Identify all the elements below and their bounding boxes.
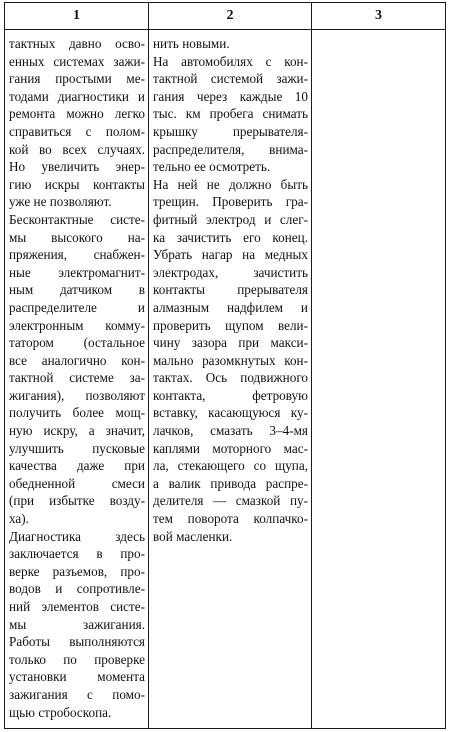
- text-line: ла, стекающего со щупа,: [153, 458, 308, 474]
- column-header-1: 1: [73, 8, 80, 23]
- text-line: татором (остальное: [9, 335, 145, 351]
- text-line: гания простыми ме-: [9, 71, 145, 87]
- text-line: Диагностика здесь: [9, 528, 145, 544]
- text-line: электродах, зачистить: [153, 264, 308, 280]
- text-line: обедненной смеси: [9, 475, 145, 491]
- text-line: Но увеличить энер-: [9, 159, 145, 175]
- text-line: жигания), позволяют: [9, 387, 145, 403]
- text-line: вой масленки.: [153, 528, 233, 544]
- text-line: ка зачистить его конец.: [153, 229, 308, 245]
- text-line: мы высокого на-: [9, 229, 145, 245]
- text-line: зажигания с помо-: [9, 686, 145, 702]
- text-line: кой во всех случаях.: [9, 141, 145, 157]
- text-line: получить более мощ-: [9, 405, 145, 421]
- text-line: распределителя, внима-: [153, 141, 308, 157]
- text-line: ную искру, а значит,: [9, 423, 145, 439]
- text-line: тем поворота колпачко-: [153, 511, 308, 527]
- text-line: а валик привода распре-: [153, 475, 308, 491]
- three-column-table: [4, 2, 446, 729]
- text-line: чину зазора при макси-: [153, 335, 308, 351]
- column-header-2: 2: [226, 8, 234, 23]
- text-line: На автомобилях с кон-: [153, 53, 308, 69]
- text-line: установки момента: [9, 669, 145, 685]
- text-line: мы зажигания.: [9, 616, 145, 632]
- text-line: тактах. Ось подвижного: [153, 370, 308, 386]
- column-divider-2: [311, 3, 312, 728]
- text-line: Бесконтактные систе-: [9, 211, 145, 227]
- text-line: Убрать нагар на медных: [153, 247, 308, 263]
- text-line: тактных давно осво-: [9, 36, 145, 51]
- text-line: проверить щупом вели-: [153, 317, 308, 333]
- text-line: электронным комму-: [9, 317, 145, 333]
- text-line: гания через каждые 10: [153, 88, 308, 104]
- text-line: тактной системе за-: [9, 370, 145, 386]
- text-line: уже не позволяют.: [9, 194, 112, 210]
- text-line: трещин. Проверить гра-: [153, 194, 308, 210]
- text-line: каплями моторного мас-: [153, 440, 308, 456]
- text-line: делителя — смазкой пу-: [153, 493, 308, 509]
- text-line: нить новыми.: [153, 36, 230, 51]
- text-line: тельно ее осмотреть.: [153, 159, 271, 175]
- text-line: тактной системой зажи-: [153, 71, 308, 87]
- text-line: ха).: [9, 511, 29, 527]
- text-line: ний элементов систе-: [9, 599, 145, 614]
- text-line: енных системах зажи-: [9, 53, 145, 69]
- text-line: улучшить пусковые: [9, 440, 145, 456]
- text-line: распределителе и: [9, 299, 145, 315]
- text-line: щью стробоскопа.: [9, 704, 112, 720]
- text-line: справиться с полом-: [9, 123, 145, 139]
- text-line: На ней не должно быть: [153, 176, 308, 192]
- column-header-3: 3: [375, 8, 382, 23]
- text-line: тодами диагностики и: [9, 88, 145, 104]
- header-row-divider: [5, 29, 445, 30]
- column-divider-1: [148, 3, 149, 728]
- text-line: ные электромагнит-: [9, 264, 145, 280]
- text-line: лачков, смазать 3–4-мя: [153, 423, 308, 439]
- text-line: пряжения, снабжен-: [9, 247, 145, 263]
- text-line: мально разомкнутых кон-: [153, 352, 308, 368]
- text-line: Работы выполняются: [9, 634, 145, 650]
- text-line: фитный электрод и слег-: [153, 211, 308, 227]
- text-line: (при избытке возду-: [9, 493, 145, 509]
- text-line: контакта, фетровую: [153, 387, 308, 403]
- text-line: водов и сопротивле-: [9, 581, 145, 597]
- column-1-text: [9, 35, 145, 721]
- text-line: тыс. км пробега снимать: [153, 106, 308, 122]
- text-line: ным датчиком в: [9, 282, 145, 298]
- text-line: верке разъемов, про-: [9, 563, 145, 579]
- text-line: качества даже при: [9, 458, 145, 474]
- text-line: ремонта можно легко: [9, 106, 145, 122]
- text-line: алмазным надфилем и: [153, 299, 308, 315]
- text-line: крышку прерывателя-: [153, 123, 308, 139]
- text-line: все аналогично кон-: [9, 352, 145, 368]
- column-2-text: [153, 35, 308, 545]
- text-line: контакты прерывателя: [153, 282, 308, 298]
- text-line: вставку, касающуюся ку-: [153, 405, 308, 421]
- text-line: заключается в про-: [9, 546, 145, 562]
- text-line: гию искры контакты: [9, 176, 145, 192]
- text-line: только по проверке: [9, 651, 145, 667]
